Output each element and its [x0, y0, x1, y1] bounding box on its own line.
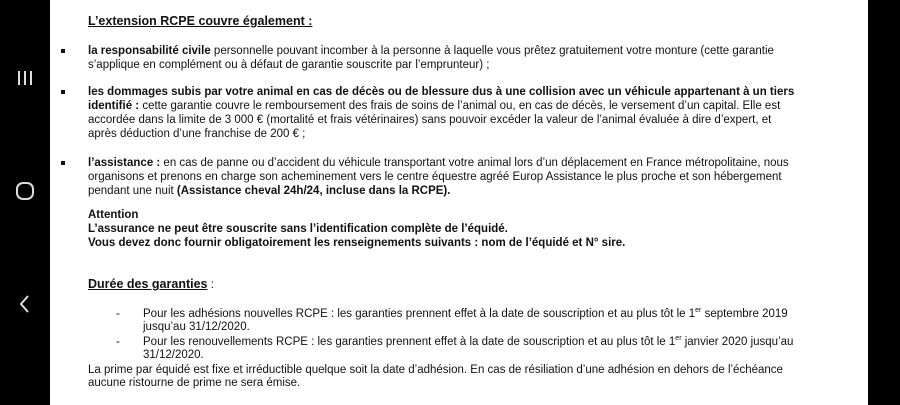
item-responsabilite-line1: la responsabilité civile personnelle pouvant incomber à la personne à laquelle vous prêtez gratuitement votre monture (cette garantie	[88, 45, 774, 57]
recent-apps-button[interactable]	[0, 68, 50, 108]
item-assistance-line1: l’assistance : en cas de panne ou d’accident du véhicule transportant votre animal lors d’un déplacement en France métropolitaine, nous	[88, 157, 789, 169]
prime-line2: aucune ristourne de prime ne sera émise.	[88, 377, 301, 389]
duree-item2-line1: Pour les renouvellements RCPE : les garanties prennent effet à la date de souscription et au plus tôt le 1er janvier 2020 jusqu’au	[143, 335, 794, 348]
recent-apps-icon	[15, 68, 35, 88]
attention-line2: Vous devez donc fournir obligatoirement les renseignements suivants : nom de l’équidé et N° sire.	[88, 237, 626, 249]
section-heading-duree: Durée des garanties :	[88, 277, 214, 291]
bullet-marker	[61, 90, 65, 94]
attention-title: Attention	[88, 209, 139, 221]
dash-marker: -	[116, 308, 120, 320]
attention-line1: L’assurance ne peut être souscrite sans l’identification complète de l’équidé.	[88, 223, 508, 235]
duree-item1-line2: jusqu’au 31/12/2020.	[143, 321, 250, 333]
item-dommages-line4: après déduction d’une franchise de 200 € ;	[88, 128, 306, 140]
system-navigation-bar	[0, 0, 50, 405]
section-heading-extension: L’extension RCPE couvre également :	[88, 14, 313, 28]
item-assistance-line3: pendant une nuit (Assistance cheval 24h/24, incluse dans la RCPE).	[88, 185, 451, 197]
item-assistance-line2: organisons et prenons en charge son acheminement vers le centre équestre agréé Europ Assistance le plus proche et son hébergement	[88, 171, 782, 183]
item-responsabilite-line2: s’applique en complément ou à défaut de garantie souscrite par l’emprunteur) ;	[88, 59, 490, 71]
back-icon	[15, 293, 35, 315]
dash-marker: -	[116, 336, 120, 348]
bullet-marker	[61, 49, 65, 53]
prime-line1: La prime par équidé est fixe et irréductible quelque soit la date d’adhésion. En cas de résiliation d’une adhésion en dehors de l’échéance	[88, 364, 783, 376]
item-dommages-line2: identifié : cette garantie couvre le remboursement des frais de soins de l’animal ou, en cas de décès, le versement d’un capital. Elle est	[88, 100, 781, 112]
home-button[interactable]	[0, 180, 50, 220]
document-page[interactable]	[50, 0, 868, 405]
back-button[interactable]	[0, 293, 50, 333]
item-dommages-line1: les dommages subis par votre animal en cas de décès ou de blessure dus à une collision avec un véhicule appartenant à un tiers	[88, 86, 795, 98]
duree-item1-line1: Pour les adhésions nouvelles RCPE : les garanties prennent effet à la date de souscription et au plus tôt le 1er septembre 2019	[143, 307, 788, 320]
home-icon	[14, 180, 36, 202]
item-dommages-line3: accordée dans la limite de 3 000 € (mortalité et frais vétérinaires) sans pouvoir excéder la valeur de l’animal évaluée à dire d’expert, et	[88, 114, 772, 126]
bullet-marker	[61, 161, 65, 165]
duree-item2-line2: 31/12/2020.	[143, 349, 204, 361]
